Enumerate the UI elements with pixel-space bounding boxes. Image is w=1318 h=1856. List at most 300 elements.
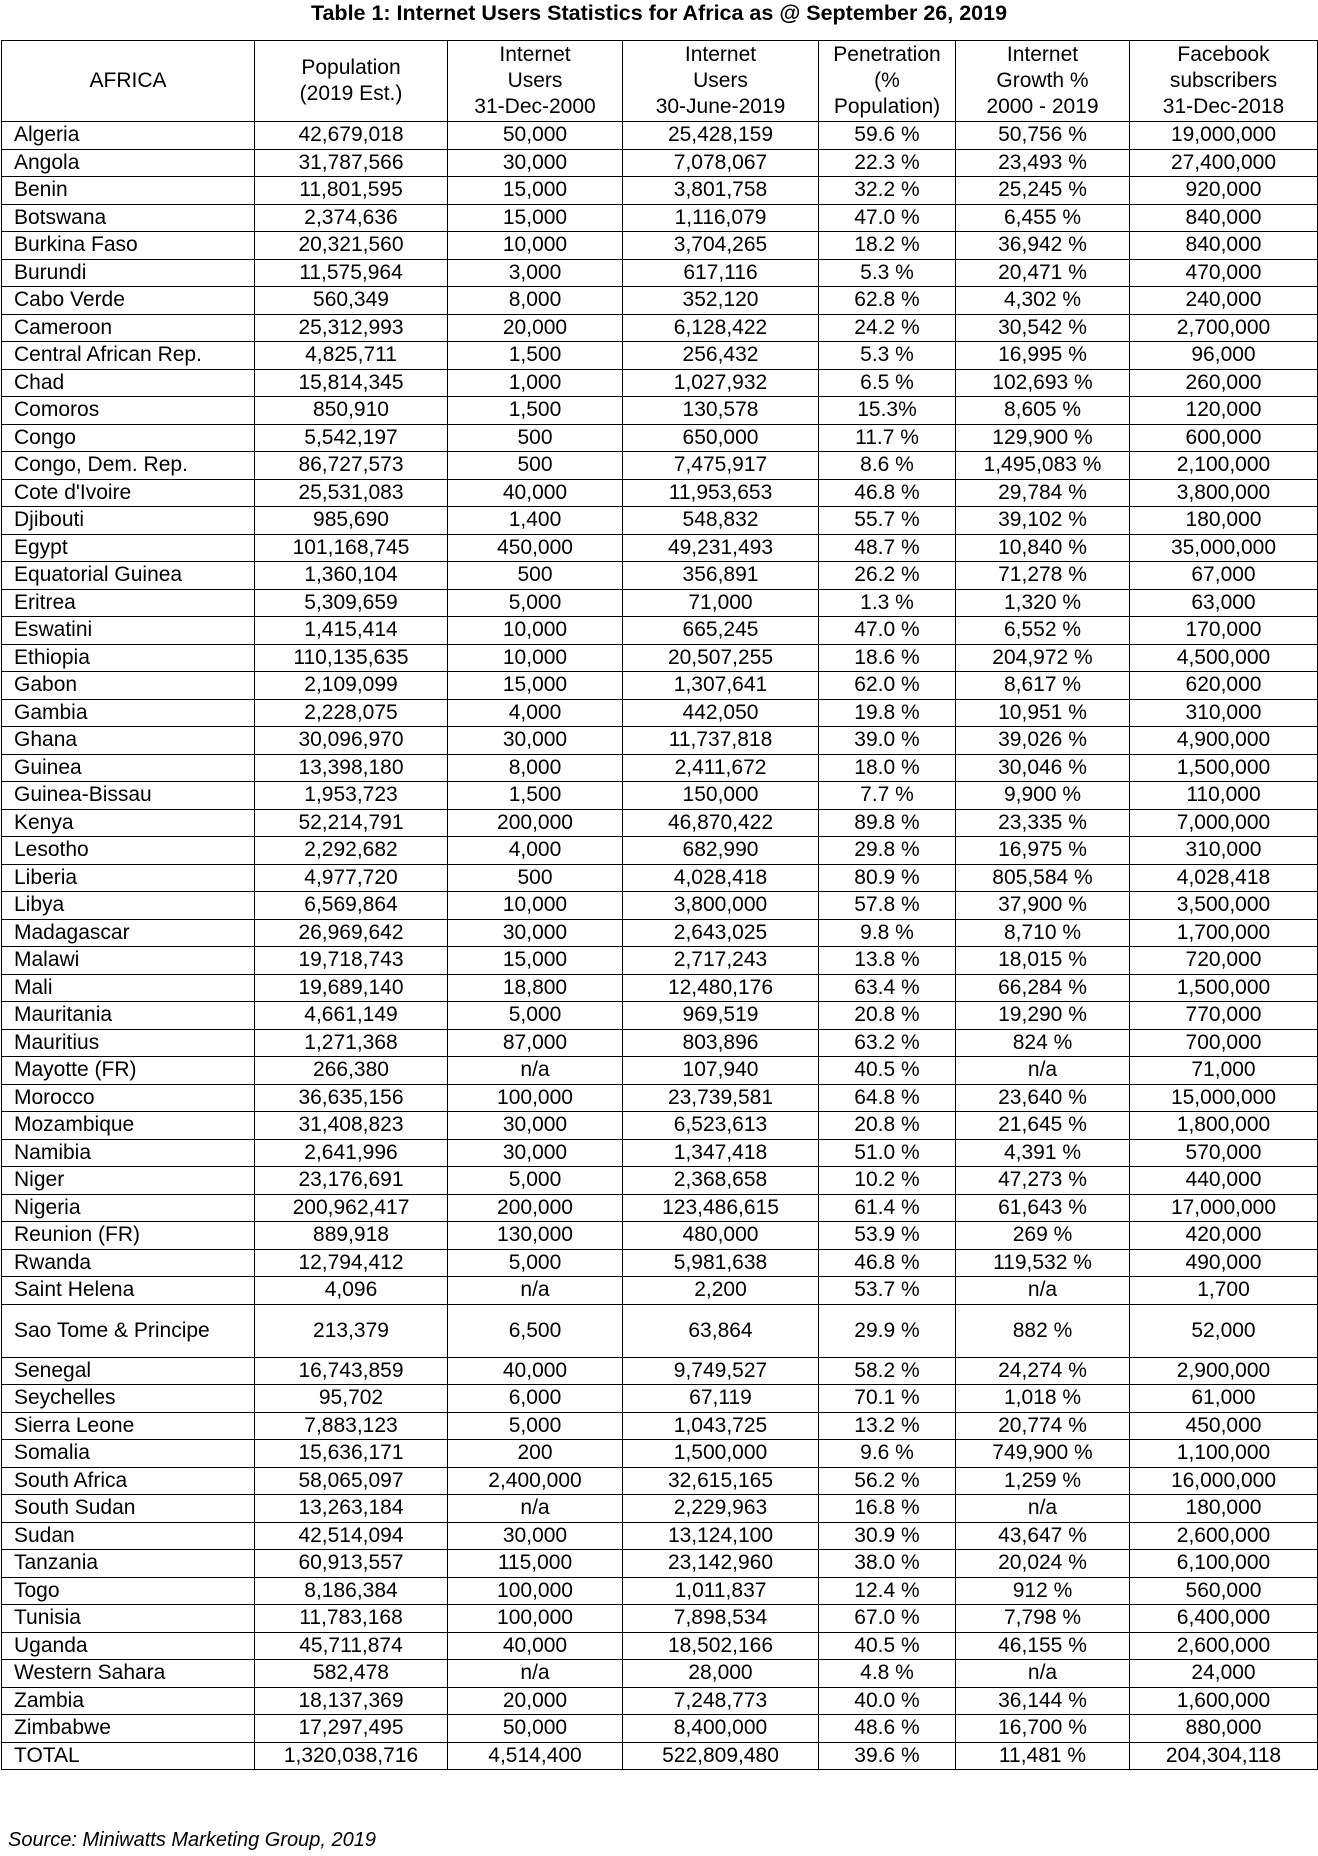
- penetration-cell: 51.0 %: [819, 1139, 956, 1167]
- users-2000-cell: 1,500: [448, 782, 623, 810]
- growth-cell: 20,024 %: [956, 1550, 1130, 1578]
- facebook-cell: 52,000: [1130, 1304, 1318, 1357]
- users-2000-cell: 115,000: [448, 1550, 623, 1578]
- table-row: [2, 397, 1318, 425]
- country-cell: Central African Rep.: [2, 342, 255, 370]
- users-2019-cell: 352,120: [623, 287, 819, 315]
- penetration-cell: 22.3 %: [819, 149, 956, 177]
- users-2000-cell: 200: [448, 1440, 623, 1468]
- table-row: [2, 314, 1318, 342]
- country-cell: Equatorial Guinea: [2, 562, 255, 590]
- users-2019-cell: 28,000: [623, 1660, 819, 1688]
- users-2000-cell: 50,000: [448, 122, 623, 150]
- users-2000-cell: 500: [448, 424, 623, 452]
- users-2019-cell: 23,142,960: [623, 1550, 819, 1578]
- facebook-cell: 71,000: [1130, 1057, 1318, 1085]
- country-cell: Ghana: [2, 727, 255, 755]
- facebook-cell: 1,500,000: [1130, 754, 1318, 782]
- users-2000-cell: 18,800: [448, 974, 623, 1002]
- table-row: [2, 177, 1318, 205]
- population-cell: 95,702: [255, 1385, 448, 1413]
- penetration-cell: 5.3 %: [819, 342, 956, 370]
- penetration-cell: 5.3 %: [819, 259, 956, 287]
- users-2019-cell: 2,643,025: [623, 919, 819, 947]
- header-growth: [956, 41, 1130, 122]
- facebook-cell: 2,100,000: [1130, 452, 1318, 480]
- users-2000-cell: 200,000: [448, 809, 623, 837]
- growth-cell: 1,495,083 %: [956, 452, 1130, 480]
- facebook-cell: 2,700,000: [1130, 314, 1318, 342]
- facebook-cell: 1,100,000: [1130, 1440, 1318, 1468]
- growth-cell: n/a: [956, 1277, 1130, 1305]
- country-cell: Eritrea: [2, 589, 255, 617]
- population-cell: 985,690: [255, 507, 448, 535]
- population-cell: 13,263,184: [255, 1495, 448, 1523]
- country-cell: Liberia: [2, 864, 255, 892]
- users-2019-cell: 2,229,963: [623, 1495, 819, 1523]
- users-2019-cell: 969,519: [623, 1002, 819, 1030]
- growth-cell: 11,481 %: [956, 1742, 1130, 1770]
- internet-stats-table: [1, 40, 1318, 1770]
- facebook-cell: 310,000: [1130, 699, 1318, 727]
- users-2000-cell: 30,000: [448, 727, 623, 755]
- penetration-cell: 89.8 %: [819, 809, 956, 837]
- penetration-cell: 64.8 %: [819, 1084, 956, 1112]
- penetration-cell: 57.8 %: [819, 892, 956, 920]
- users-2000-cell: n/a: [448, 1277, 623, 1305]
- users-2019-cell: 7,475,917: [623, 452, 819, 480]
- facebook-cell: 880,000: [1130, 1715, 1318, 1743]
- users-2000-cell: 100,000: [448, 1605, 623, 1633]
- facebook-cell: 1,800,000: [1130, 1112, 1318, 1140]
- users-2000-cell: 10,000: [448, 232, 623, 260]
- facebook-cell: 120,000: [1130, 397, 1318, 425]
- penetration-cell: 39.6 %: [819, 1742, 956, 1770]
- penetration-cell: 47.0 %: [819, 204, 956, 232]
- facebook-cell: 840,000: [1130, 232, 1318, 260]
- users-2000-cell: 5,000: [448, 1167, 623, 1195]
- header-line: 2000 - 2019: [986, 95, 1099, 118]
- users-2019-cell: 23,739,581: [623, 1084, 819, 1112]
- users-2019-cell: 11,953,653: [623, 479, 819, 507]
- growth-cell: 39,102 %: [956, 507, 1130, 535]
- users-2019-cell: 1,027,932: [623, 369, 819, 397]
- users-2000-cell: 30,000: [448, 149, 623, 177]
- facebook-cell: 720,000: [1130, 947, 1318, 975]
- penetration-cell: 30.9 %: [819, 1522, 956, 1550]
- penetration-cell: 48.6 %: [819, 1715, 956, 1743]
- header-facebook: [1130, 41, 1318, 122]
- country-cell: Djibouti: [2, 507, 255, 535]
- table-row: [2, 1222, 1318, 1250]
- users-2019-cell: 682,990: [623, 837, 819, 865]
- penetration-cell: 58.2 %: [819, 1357, 956, 1385]
- users-2019-cell: 617,116: [623, 259, 819, 287]
- users-2019-cell: 107,940: [623, 1057, 819, 1085]
- facebook-cell: 204,304,118: [1130, 1742, 1318, 1770]
- users-2000-cell: 5,000: [448, 1002, 623, 1030]
- growth-cell: 882 %: [956, 1304, 1130, 1357]
- country-cell: Senegal: [2, 1357, 255, 1385]
- penetration-cell: 9.8 %: [819, 919, 956, 947]
- facebook-cell: 4,028,418: [1130, 864, 1318, 892]
- growth-cell: n/a: [956, 1495, 1130, 1523]
- table-row: [2, 837, 1318, 865]
- table-row: [2, 1139, 1318, 1167]
- country-cell: Cote d'Ivoire: [2, 479, 255, 507]
- population-cell: 1,360,104: [255, 562, 448, 590]
- facebook-cell: 35,000,000: [1130, 534, 1318, 562]
- users-2000-cell: 15,000: [448, 672, 623, 700]
- penetration-cell: 48.7 %: [819, 534, 956, 562]
- users-2000-cell: 4,000: [448, 699, 623, 727]
- table-row: [2, 1632, 1318, 1660]
- growth-cell: 8,617 %: [956, 672, 1130, 700]
- penetration-cell: 53.9 %: [819, 1222, 956, 1250]
- facebook-cell: 67,000: [1130, 562, 1318, 590]
- country-cell: Cabo Verde: [2, 287, 255, 315]
- users-2019-cell: 1,011,837: [623, 1577, 819, 1605]
- facebook-cell: 6,100,000: [1130, 1550, 1318, 1578]
- users-2019-cell: 12,480,176: [623, 974, 819, 1002]
- users-2019-cell: 46,870,422: [623, 809, 819, 837]
- penetration-cell: 4.8 %: [819, 1660, 956, 1688]
- facebook-cell: 560,000: [1130, 1577, 1318, 1605]
- country-cell: Mozambique: [2, 1112, 255, 1140]
- header-population: [255, 41, 448, 122]
- table-row: [2, 1385, 1318, 1413]
- users-2019-cell: 130,578: [623, 397, 819, 425]
- facebook-cell: 1,500,000: [1130, 974, 1318, 1002]
- population-cell: 5,542,197: [255, 424, 448, 452]
- penetration-cell: 19.8 %: [819, 699, 956, 727]
- facebook-cell: 27,400,000: [1130, 149, 1318, 177]
- facebook-cell: 840,000: [1130, 204, 1318, 232]
- header-line: Population): [833, 95, 941, 118]
- users-2019-cell: 4,028,418: [623, 864, 819, 892]
- country-cell: Seychelles: [2, 1385, 255, 1413]
- population-cell: 1,320,038,716: [255, 1742, 448, 1770]
- facebook-cell: 620,000: [1130, 672, 1318, 700]
- users-2019-cell: 256,432: [623, 342, 819, 370]
- country-cell: Somalia: [2, 1440, 255, 1468]
- population-cell: 12,794,412: [255, 1249, 448, 1277]
- country-cell: Burundi: [2, 259, 255, 287]
- table-row: [2, 1715, 1318, 1743]
- population-cell: 15,814,345: [255, 369, 448, 397]
- population-cell: 2,109,099: [255, 672, 448, 700]
- country-cell: Guinea: [2, 754, 255, 782]
- users-2019-cell: 25,428,159: [623, 122, 819, 150]
- users-2000-cell: 500: [448, 864, 623, 892]
- header-line: Population: [301, 56, 401, 79]
- users-2000-cell: 30,000: [448, 1112, 623, 1140]
- penetration-cell: 40.5 %: [819, 1632, 956, 1660]
- users-2000-cell: 8,000: [448, 287, 623, 315]
- users-2019-cell: 63,864: [623, 1304, 819, 1357]
- users-2000-cell: 6,500: [448, 1304, 623, 1357]
- growth-cell: 6,455 %: [956, 204, 1130, 232]
- penetration-cell: 62.8 %: [819, 287, 956, 315]
- growth-cell: 204,972 %: [956, 644, 1130, 672]
- population-cell: 101,168,745: [255, 534, 448, 562]
- users-2000-cell: 1,000: [448, 369, 623, 397]
- growth-cell: 39,026 %: [956, 727, 1130, 755]
- penetration-cell: 16.8 %: [819, 1495, 956, 1523]
- table-title: Table 1: Internet Users Statistics for Africa as @ September 26, 2019: [310, 1, 1008, 25]
- facebook-cell: 1,600,000: [1130, 1687, 1318, 1715]
- users-2019-cell: 7,898,534: [623, 1605, 819, 1633]
- table-row: [2, 1577, 1318, 1605]
- users-2000-cell: 20,000: [448, 1687, 623, 1715]
- growth-cell: 21,645 %: [956, 1112, 1130, 1140]
- header-africa: [2, 41, 255, 122]
- growth-cell: 23,640 %: [956, 1084, 1130, 1112]
- population-cell: 4,977,720: [255, 864, 448, 892]
- header-line: AFRICA: [89, 69, 167, 92]
- growth-cell: 10,951 %: [956, 699, 1130, 727]
- growth-cell: 119,532 %: [956, 1249, 1130, 1277]
- users-2019-cell: 356,891: [623, 562, 819, 590]
- population-cell: 7,883,123: [255, 1412, 448, 1440]
- country-cell: South Africa: [2, 1467, 255, 1495]
- penetration-cell: 47.0 %: [819, 617, 956, 645]
- users-2019-cell: 3,800,000: [623, 892, 819, 920]
- table-row: [2, 1084, 1318, 1112]
- users-2000-cell: 450,000: [448, 534, 623, 562]
- table-row: [2, 1304, 1318, 1357]
- country-cell: Tunisia: [2, 1605, 255, 1633]
- penetration-cell: 13.2 %: [819, 1412, 956, 1440]
- table-body: [2, 122, 1318, 1770]
- facebook-cell: 600,000: [1130, 424, 1318, 452]
- penetration-cell: 18.0 %: [819, 754, 956, 782]
- country-cell: Nigeria: [2, 1194, 255, 1222]
- country-cell: Zambia: [2, 1687, 255, 1715]
- growth-cell: 7,798 %: [956, 1605, 1130, 1633]
- penetration-cell: 40.5 %: [819, 1057, 956, 1085]
- growth-cell: n/a: [956, 1660, 1130, 1688]
- country-cell: Togo: [2, 1577, 255, 1605]
- users-2019-cell: 650,000: [623, 424, 819, 452]
- users-2019-cell: 3,801,758: [623, 177, 819, 205]
- users-2019-cell: 548,832: [623, 507, 819, 535]
- country-cell: Guinea-Bissau: [2, 782, 255, 810]
- table-row: [2, 919, 1318, 947]
- facebook-cell: 1,700,000: [1130, 919, 1318, 947]
- population-cell: 19,718,743: [255, 947, 448, 975]
- table-row: [2, 1522, 1318, 1550]
- header-line: Users: [507, 69, 563, 92]
- users-2000-cell: 100,000: [448, 1577, 623, 1605]
- penetration-cell: 8.6 %: [819, 452, 956, 480]
- population-cell: 889,918: [255, 1222, 448, 1250]
- users-2019-cell: 1,307,641: [623, 672, 819, 700]
- users-2019-cell: 2,368,658: [623, 1167, 819, 1195]
- facebook-cell: 420,000: [1130, 1222, 1318, 1250]
- growth-cell: 61,643 %: [956, 1194, 1130, 1222]
- users-2000-cell: 500: [448, 562, 623, 590]
- facebook-cell: 16,000,000: [1130, 1467, 1318, 1495]
- population-cell: 582,478: [255, 1660, 448, 1688]
- population-cell: 2,292,682: [255, 837, 448, 865]
- users-2019-cell: 32,615,165: [623, 1467, 819, 1495]
- penetration-cell: 46.8 %: [819, 1249, 956, 1277]
- penetration-cell: 10.2 %: [819, 1167, 956, 1195]
- table-row: [2, 644, 1318, 672]
- penetration-cell: 29.8 %: [819, 837, 956, 865]
- header-line: 31-Dec-2018: [1162, 95, 1285, 118]
- population-cell: 11,783,168: [255, 1605, 448, 1633]
- header-line: 30-June-2019: [655, 95, 786, 118]
- growth-cell: 805,584 %: [956, 864, 1130, 892]
- table-row: [2, 589, 1318, 617]
- users-2000-cell: 10,000: [448, 617, 623, 645]
- penetration-cell: 59.6 %: [819, 122, 956, 150]
- users-2019-cell: 803,896: [623, 1029, 819, 1057]
- growth-cell: 43,647 %: [956, 1522, 1130, 1550]
- population-cell: 850,910: [255, 397, 448, 425]
- table-row: [2, 699, 1318, 727]
- facebook-cell: 19,000,000: [1130, 122, 1318, 150]
- country-cell: Congo: [2, 424, 255, 452]
- growth-cell: 16,995 %: [956, 342, 1130, 370]
- header-line: 31-Dec-2000: [474, 95, 596, 118]
- table-row: [2, 424, 1318, 452]
- penetration-cell: 67.0 %: [819, 1605, 956, 1633]
- population-cell: 42,679,018: [255, 122, 448, 150]
- table-row: [2, 1467, 1318, 1495]
- header-line: (%: [874, 69, 900, 92]
- population-cell: 4,825,711: [255, 342, 448, 370]
- population-cell: 13,398,180: [255, 754, 448, 782]
- growth-cell: 30,046 %: [956, 754, 1130, 782]
- country-cell: Eswatini: [2, 617, 255, 645]
- table-row: [2, 782, 1318, 810]
- facebook-cell: 2,600,000: [1130, 1632, 1318, 1660]
- users-2019-cell: 1,043,725: [623, 1412, 819, 1440]
- penetration-cell: 12.4 %: [819, 1577, 956, 1605]
- growth-cell: 10,840 %: [956, 534, 1130, 562]
- table-row: [2, 1057, 1318, 1085]
- penetration-cell: 9.6 %: [819, 1440, 956, 1468]
- facebook-cell: 24,000: [1130, 1660, 1318, 1688]
- population-cell: 60,913,557: [255, 1550, 448, 1578]
- country-cell: Rwanda: [2, 1249, 255, 1277]
- users-2000-cell: 8,000: [448, 754, 623, 782]
- users-2000-cell: n/a: [448, 1057, 623, 1085]
- population-cell: 2,374,636: [255, 204, 448, 232]
- population-cell: 213,379: [255, 1304, 448, 1357]
- penetration-cell: 62.0 %: [819, 672, 956, 700]
- source-note: Source: Miniwatts Marketing Group, 2019: [8, 1829, 376, 1851]
- users-2019-cell: 5,981,638: [623, 1249, 819, 1277]
- header-line: Facebook: [1177, 43, 1270, 66]
- facebook-cell: 180,000: [1130, 1495, 1318, 1523]
- facebook-cell: 110,000: [1130, 782, 1318, 810]
- table-row: [2, 1194, 1318, 1222]
- users-2000-cell: 40,000: [448, 479, 623, 507]
- population-cell: 52,214,791: [255, 809, 448, 837]
- growth-cell: 129,900 %: [956, 424, 1130, 452]
- facebook-cell: 770,000: [1130, 1002, 1318, 1030]
- country-cell: Gambia: [2, 699, 255, 727]
- users-2019-cell: 1,500,000: [623, 1440, 819, 1468]
- growth-cell: 1,259 %: [956, 1467, 1130, 1495]
- facebook-cell: 170,000: [1130, 617, 1318, 645]
- users-2019-cell: 8,400,000: [623, 1715, 819, 1743]
- growth-cell: 25,245 %: [956, 177, 1130, 205]
- table-row: [2, 617, 1318, 645]
- table-row: [2, 149, 1318, 177]
- population-cell: 26,969,642: [255, 919, 448, 947]
- users-2019-cell: 7,248,773: [623, 1687, 819, 1715]
- users-2000-cell: 40,000: [448, 1632, 623, 1660]
- population-cell: 2,228,075: [255, 699, 448, 727]
- users-2019-cell: 11,737,818: [623, 727, 819, 755]
- facebook-cell: 470,000: [1130, 259, 1318, 287]
- country-cell: Mauritania: [2, 1002, 255, 1030]
- growth-cell: 269 %: [956, 1222, 1130, 1250]
- table-row: [2, 864, 1318, 892]
- growth-cell: 1,320 %: [956, 589, 1130, 617]
- table-row: [2, 259, 1318, 287]
- users-2000-cell: 100,000: [448, 1084, 623, 1112]
- facebook-cell: 17,000,000: [1130, 1194, 1318, 1222]
- table-row: [2, 1112, 1318, 1140]
- growth-cell: 16,975 %: [956, 837, 1130, 865]
- users-2000-cell: 40,000: [448, 1357, 623, 1385]
- facebook-cell: 920,000: [1130, 177, 1318, 205]
- facebook-cell: 2,900,000: [1130, 1357, 1318, 1385]
- growth-cell: 71,278 %: [956, 562, 1130, 590]
- table-row: [2, 479, 1318, 507]
- country-cell: Mauritius: [2, 1029, 255, 1057]
- country-cell: Burkina Faso: [2, 232, 255, 260]
- population-cell: 560,349: [255, 287, 448, 315]
- country-cell: Zimbabwe: [2, 1715, 255, 1743]
- growth-cell: 6,552 %: [956, 617, 1130, 645]
- population-cell: 20,321,560: [255, 232, 448, 260]
- population-cell: 19,689,140: [255, 974, 448, 1002]
- penetration-cell: 40.0 %: [819, 1687, 956, 1715]
- country-cell: Malawi: [2, 947, 255, 975]
- growth-cell: 824 %: [956, 1029, 1130, 1057]
- facebook-cell: 7,000,000: [1130, 809, 1318, 837]
- country-cell: Mali: [2, 974, 255, 1002]
- users-2000-cell: 5,000: [448, 1249, 623, 1277]
- users-2000-cell: 3,000: [448, 259, 623, 287]
- country-cell: Madagascar: [2, 919, 255, 947]
- country-cell: Namibia: [2, 1139, 255, 1167]
- table-row: [2, 892, 1318, 920]
- penetration-cell: 38.0 %: [819, 1550, 956, 1578]
- users-2000-cell: 500: [448, 452, 623, 480]
- penetration-cell: 24.2 %: [819, 314, 956, 342]
- facebook-cell: 240,000: [1130, 287, 1318, 315]
- population-cell: 25,312,993: [255, 314, 448, 342]
- table-row: [2, 1002, 1318, 1030]
- users-2000-cell: 5,000: [448, 1412, 623, 1440]
- users-2019-cell: 123,486,615: [623, 1194, 819, 1222]
- population-cell: 23,176,691: [255, 1167, 448, 1195]
- users-2000-cell: 1,500: [448, 342, 623, 370]
- country-cell: Mayotte (FR): [2, 1057, 255, 1085]
- users-2000-cell: 87,000: [448, 1029, 623, 1057]
- users-2019-cell: 20,507,255: [623, 644, 819, 672]
- users-2000-cell: 1,400: [448, 507, 623, 535]
- table-header: [2, 41, 1318, 122]
